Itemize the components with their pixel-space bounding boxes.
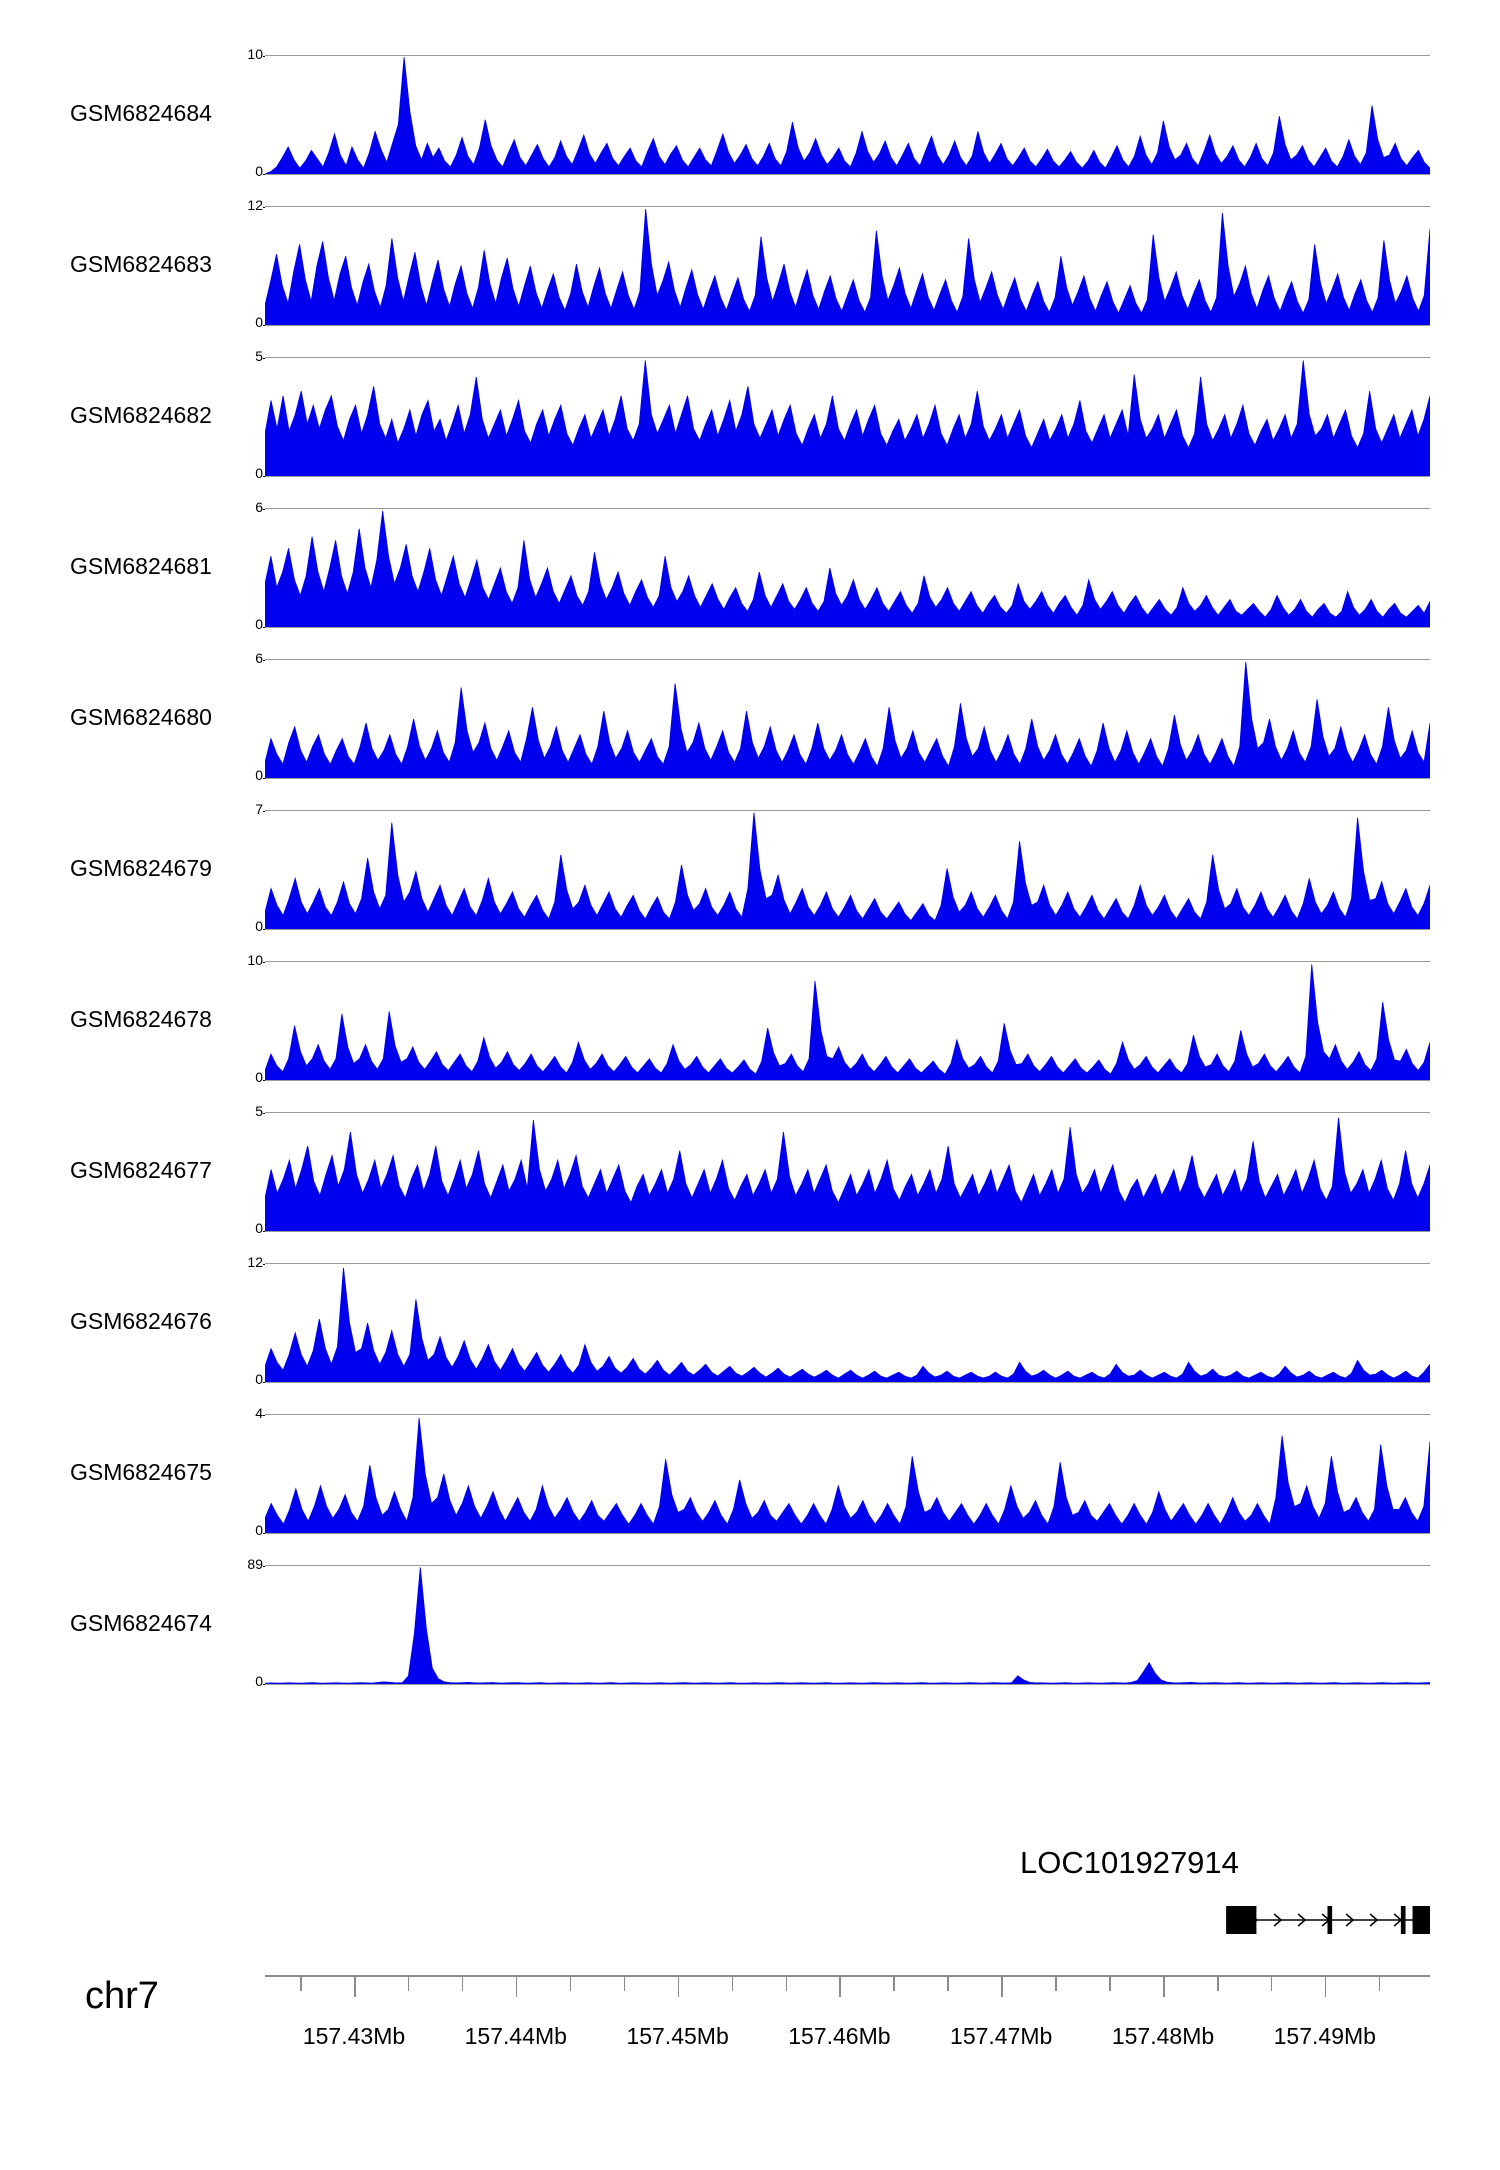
track-label: GSM6824681: [70, 553, 212, 579]
axis-max-label: 5: [255, 348, 263, 364]
axis-max-label: 12: [247, 197, 263, 213]
track-label: GSM6824683: [70, 251, 212, 277]
axis-tick: [1109, 1975, 1111, 1991]
axis-max-label: 4: [255, 1405, 263, 1421]
track-label: GSM6824684: [70, 100, 212, 126]
axis-min-label: 0: [255, 616, 263, 632]
coverage-plot: [265, 206, 1430, 326]
track-label: GSM6824682: [70, 402, 212, 428]
axis-tick-label: 157.46Mb: [788, 2023, 891, 2049]
axis-tick-label: 157.43Mb: [302, 2023, 406, 2049]
axis-max-label: 5: [255, 1103, 263, 1119]
coverage-plot: [265, 659, 1430, 779]
axis-tick: [893, 1975, 895, 1991]
axis-tick: [1055, 1975, 1057, 1991]
axis-tick: [947, 1975, 949, 1991]
axis-max-label: 7: [255, 801, 263, 817]
axis-tick-label: 157.47Mb: [950, 2023, 1053, 2049]
axis-max-label: 6: [255, 650, 263, 666]
track-label: GSM6824674: [70, 1610, 212, 1636]
axis-max-label: 10: [247, 46, 263, 62]
axis-tick: [678, 1975, 680, 1997]
axis-tick: [624, 1975, 626, 1991]
gene-model-track: [265, 1900, 1430, 1940]
axis-tick: [1001, 1975, 1003, 1997]
track-label: GSM6824679: [70, 855, 212, 881]
axis-tick-label: 157.44Mb: [464, 2023, 567, 2049]
genomic-axis: [265, 1975, 1430, 2095]
axis-tick: [408, 1975, 410, 1991]
axis-tick-label: 157.49Mb: [1273, 2023, 1376, 2049]
axis-min-label: 0: [255, 163, 263, 179]
axis-min-label: 0: [255, 1673, 263, 1689]
axis-tick: [516, 1975, 518, 1997]
axis-max-label: 10: [247, 952, 263, 968]
gene-name-label: LOC101927914: [1020, 1845, 1239, 1880]
axis-tick: [1163, 1975, 1165, 1997]
axis-tick-label: 157.45Mb: [626, 2023, 729, 2049]
axis-tick: [570, 1975, 572, 1991]
axis-tick: [1217, 1975, 1219, 1991]
coverage-plot: [265, 508, 1430, 628]
axis-tick: [732, 1975, 734, 1991]
coverage-plot: [265, 1112, 1430, 1232]
coverage-plot: [265, 1263, 1430, 1383]
coverage-plot: [265, 961, 1430, 1081]
axis-tick: [1325, 1975, 1327, 1997]
axis-max-label: 6: [255, 499, 263, 515]
track-label: GSM6824675: [70, 1459, 212, 1485]
axis-tick: [462, 1975, 464, 1991]
coverage-plot: [265, 1414, 1430, 1534]
axis-max-label: 89: [247, 1556, 263, 1572]
axis-tick: [1379, 1975, 1381, 1991]
axis-line: [265, 1975, 1430, 1977]
track-label: GSM6824680: [70, 704, 212, 730]
axis-tick: [300, 1975, 302, 1991]
axis-min-label: 0: [255, 314, 263, 330]
coverage-plot: [265, 357, 1430, 477]
axis-min-label: 0: [255, 1371, 263, 1387]
track-label: GSM6824676: [70, 1308, 212, 1334]
axis-tick: [786, 1975, 788, 1991]
axis-min-label: 0: [255, 1220, 263, 1236]
axis-min-label: 0: [255, 1069, 263, 1085]
axis-tick: [839, 1975, 841, 1997]
axis-max-label: 12: [247, 1254, 263, 1270]
axis-min-label: 0: [255, 465, 263, 481]
coverage-plot: [265, 810, 1430, 930]
axis-min-label: 0: [255, 767, 263, 783]
coverage-plot: [265, 55, 1430, 175]
axis-min-label: 0: [255, 1522, 263, 1538]
track-label: GSM6824677: [70, 1157, 212, 1183]
track-label: GSM6824678: [70, 1006, 212, 1032]
axis-min-label: 0: [255, 918, 263, 934]
coverage-plot: [265, 1565, 1430, 1685]
axis-tick-label: 157.48Mb: [1111, 2023, 1215, 2049]
axis-tick: [1271, 1975, 1273, 1991]
axis-tick: [354, 1975, 356, 1997]
chromosome-label: chr7: [85, 1975, 159, 2017]
